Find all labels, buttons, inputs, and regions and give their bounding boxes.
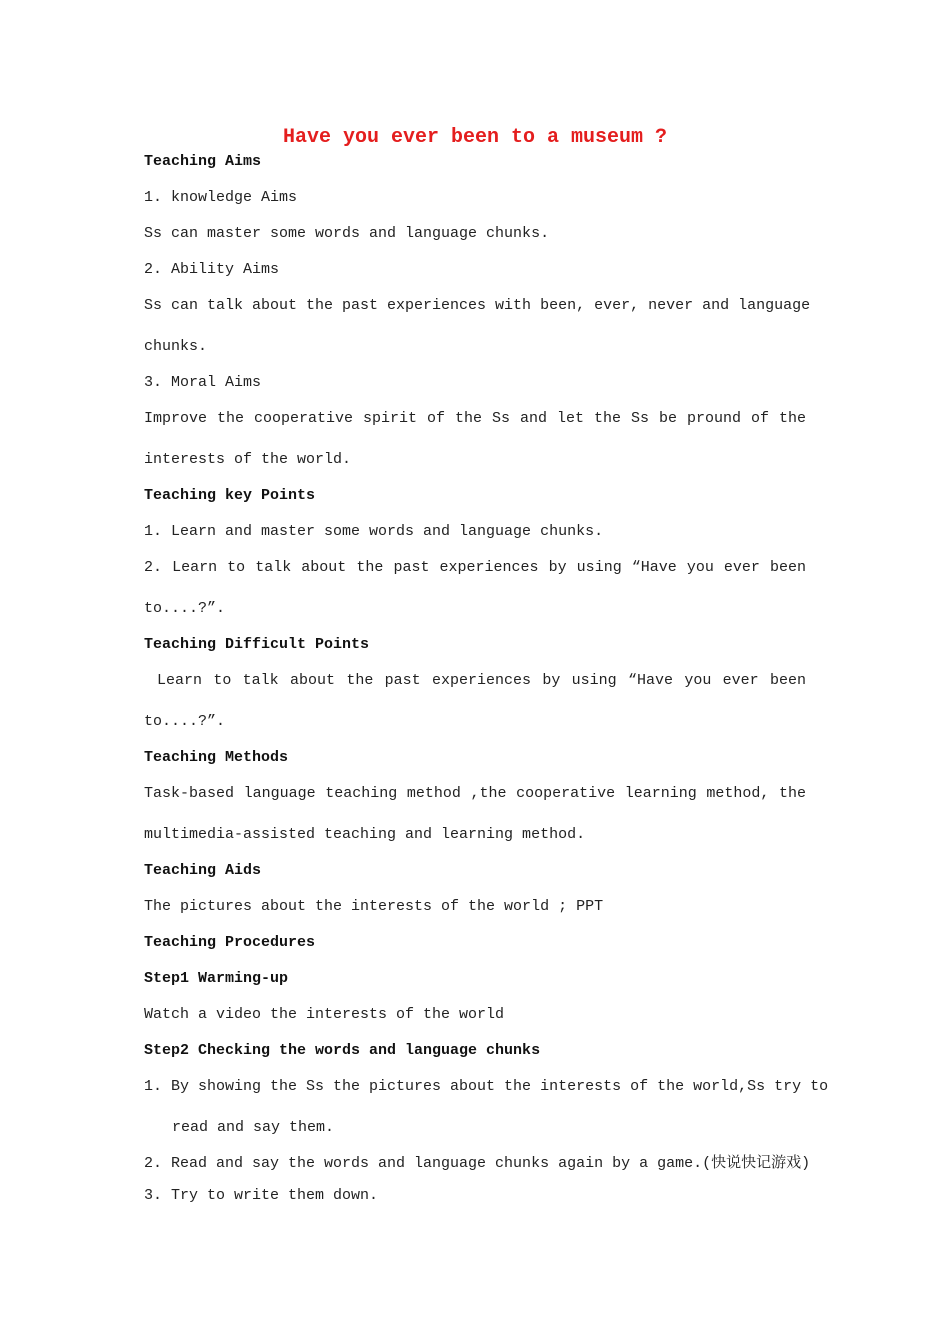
procedures-heading: Teaching Procedures bbox=[144, 934, 316, 951]
step2-heading: Step2 Checking the words and language chunks bbox=[144, 1042, 541, 1059]
ability-aims-text-line1: Ss can talk about the past experiences with been, ever, never and language bbox=[144, 297, 811, 314]
key-point-2-line1: 2. Learn to talk about the past experiences by using “Have you ever been bbox=[144, 559, 806, 576]
ability-aims-text-line2: chunks. bbox=[144, 338, 208, 355]
aids-heading: Teaching Aids bbox=[144, 862, 262, 879]
difficult-point-line1: Learn to talk about the past experiences by using “Have you ever been bbox=[157, 672, 806, 689]
moral-aims-text-line1: Improve the cooperative spirit of the Ss and let the Ss be pround of the bbox=[144, 410, 806, 427]
methods-heading: Teaching Methods bbox=[144, 749, 289, 766]
moral-aims-label: 3. Moral Aims bbox=[144, 374, 262, 391]
step2-item1-line1: 1. By showing the Ss the pictures about the interests of the world,Ss try to bbox=[144, 1078, 829, 1095]
step2-item2: 2. Read and say the words and language chunks again by a game.(快说快记游戏) bbox=[144, 1155, 811, 1172]
step1-text: Watch a video the interests of the world bbox=[144, 1006, 505, 1023]
difficult-point-line2: to....?”. bbox=[144, 713, 226, 730]
step1-heading: Step1 Warming-up bbox=[144, 970, 289, 987]
key-points-heading: Teaching key Points bbox=[144, 487, 316, 504]
step2-item3: 3. Try to write them down. bbox=[144, 1187, 379, 1204]
knowledge-aims-label: 1. knowledge Aims bbox=[144, 189, 298, 206]
methods-text-line1: Task-based language teaching method ,the cooperative learning method, the bbox=[144, 785, 806, 802]
moral-aims-text-line2: interests of the world. bbox=[144, 451, 352, 468]
key-point-1: 1. Learn and master some words and language chunks. bbox=[144, 523, 604, 540]
ability-aims-label: 2. Ability Aims bbox=[144, 261, 280, 278]
knowledge-aims-text: Ss can master some words and language chunks. bbox=[144, 225, 550, 242]
methods-text-line2: multimedia-assisted teaching and learning method. bbox=[144, 826, 586, 843]
aids-text: The pictures about the interests of the world ; PPT bbox=[144, 898, 604, 915]
difficult-points-heading: Teaching Difficult Points bbox=[144, 636, 370, 653]
page-title: Have you ever been to a museum ? bbox=[282, 126, 668, 149]
step2-item1-line2: read and say them. bbox=[172, 1119, 335, 1136]
key-point-2-line2: to....?”. bbox=[144, 600, 226, 617]
teaching-aims-heading: Teaching Aims bbox=[144, 153, 262, 170]
